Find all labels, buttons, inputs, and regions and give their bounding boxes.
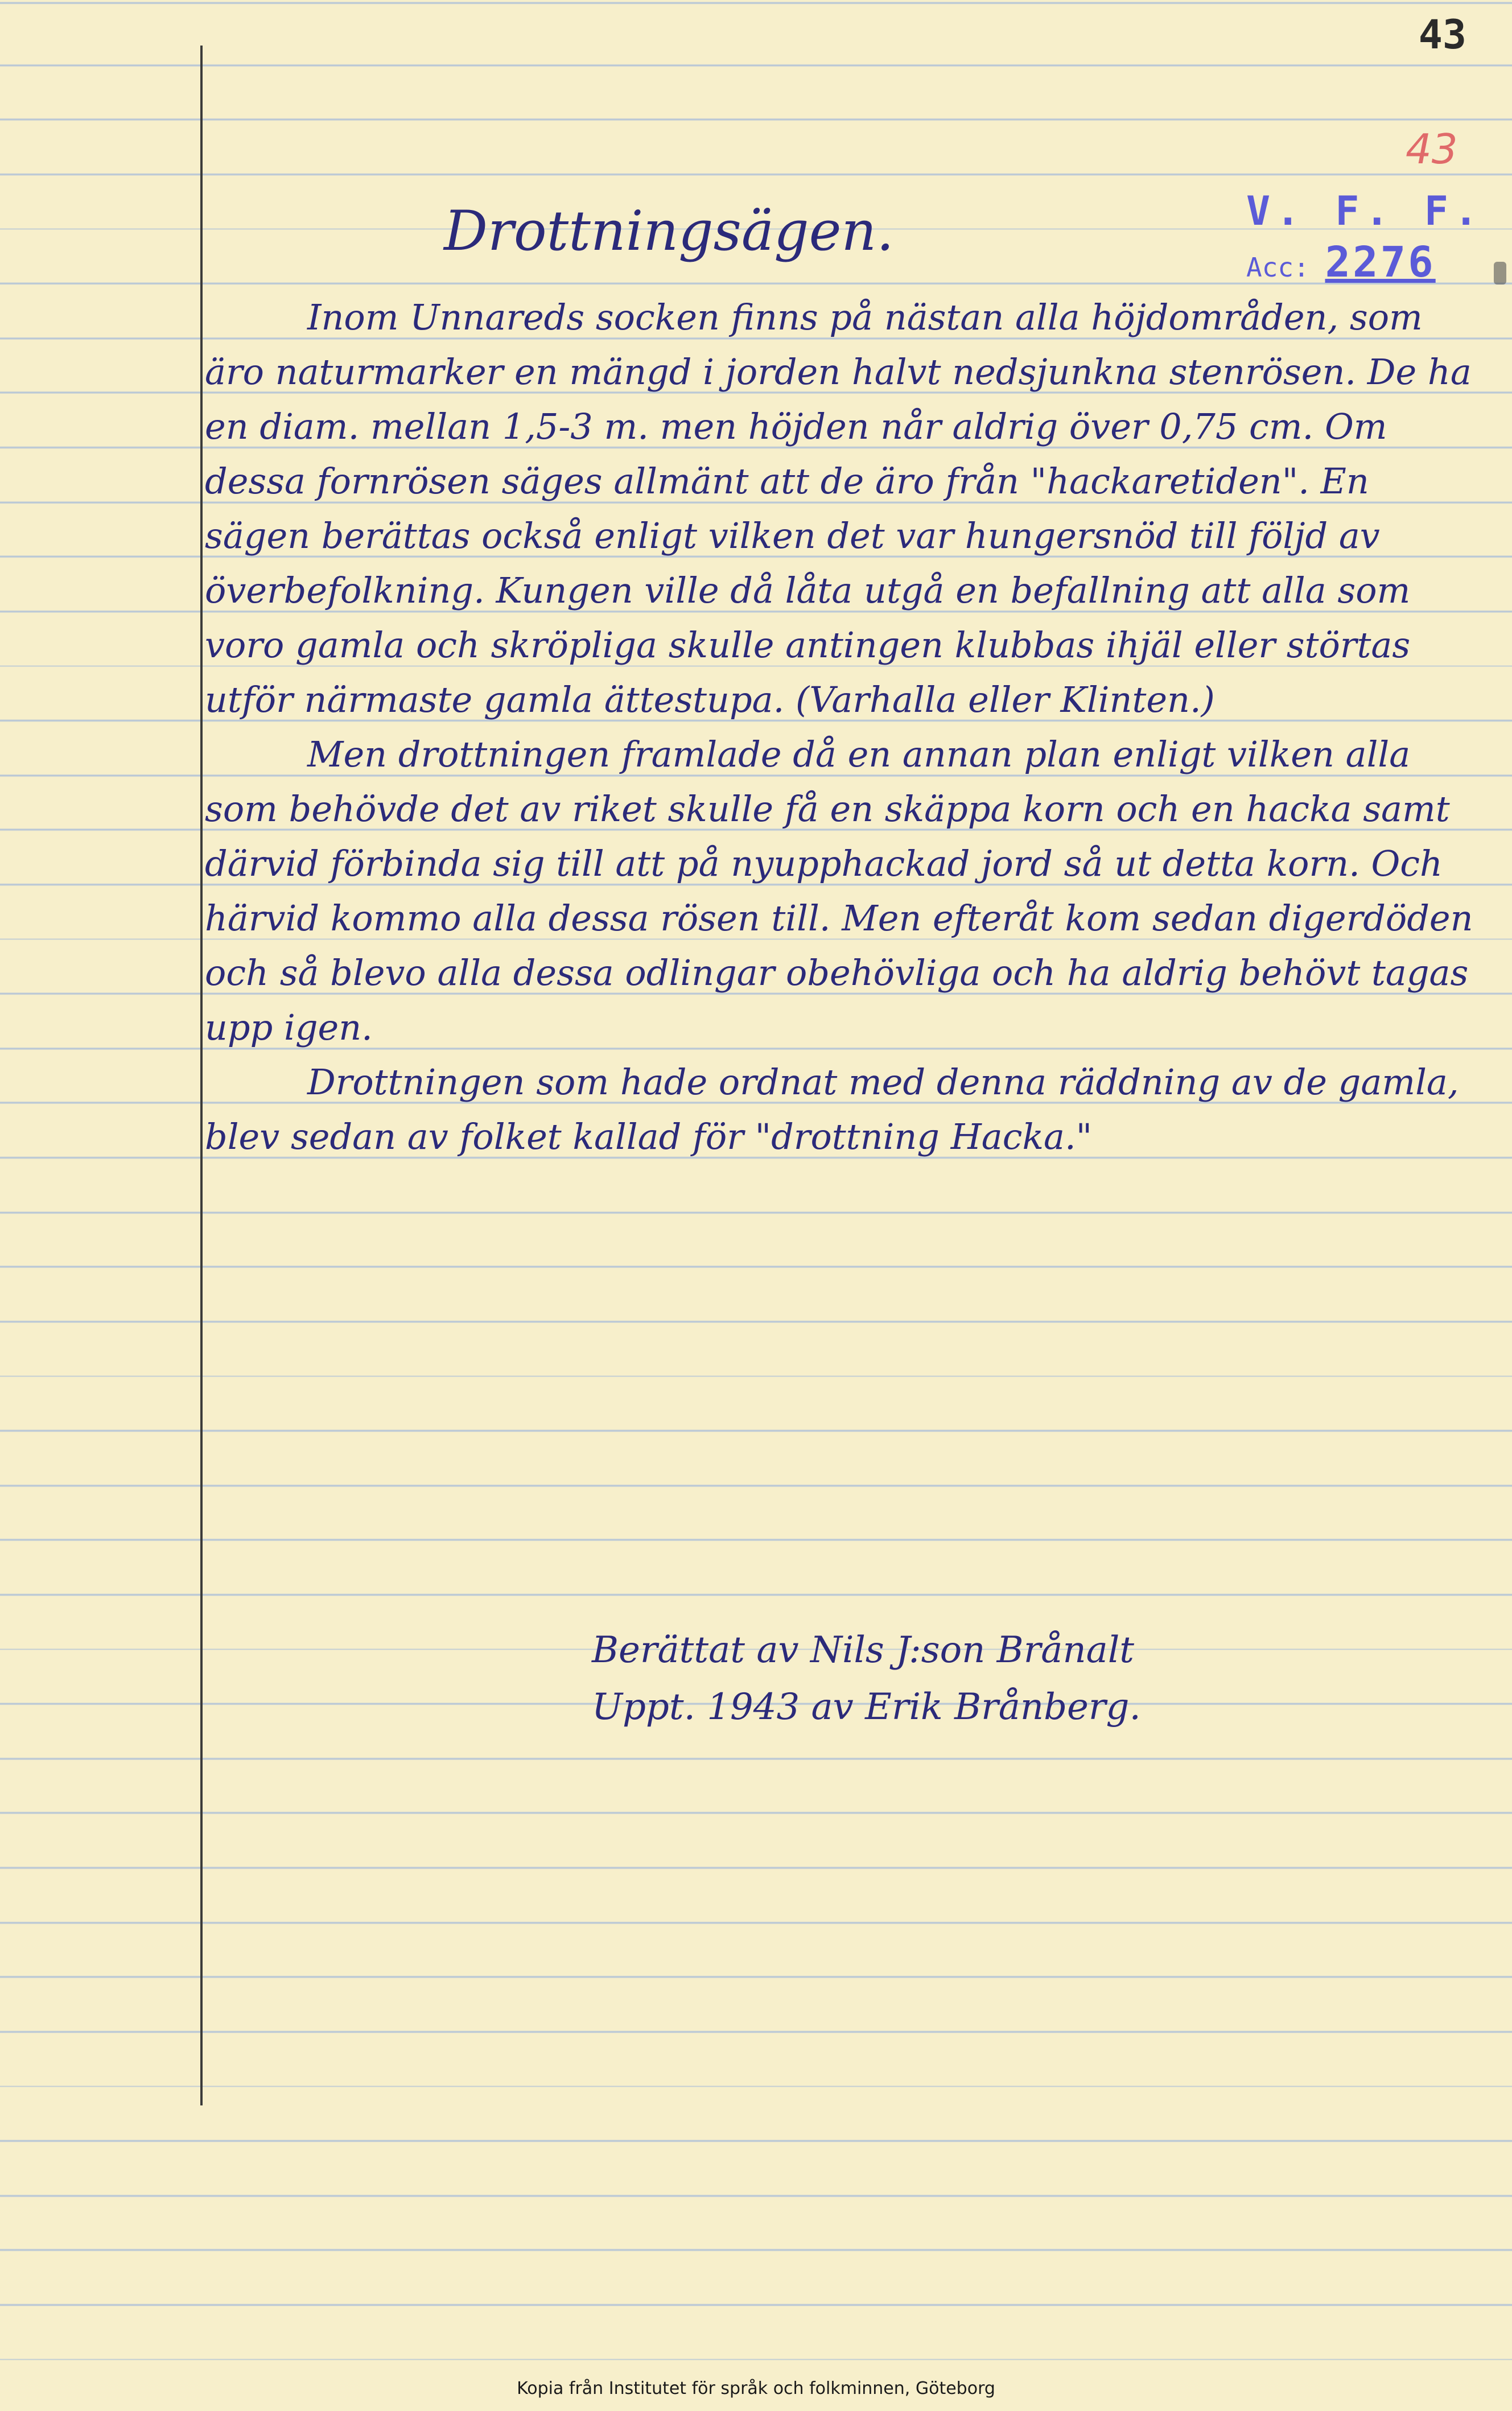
paragraph-1: Inom Unnareds socken finns på nästan alla höjdområden, som äro naturmarker en mängd i jorden halvt nedsjunkna stenrösen. De ha en diam. mellan 1,5-3 m. men höjden når aldrig över 0,75 cm. Om dessa fornrösen säges allmänt att de äro från "hackaretiden". En sägen berättas också enligt vilken det var hungersnöd till följd av överbefolkning. Kungen ville då låta utgå en befallning att alla som voro gamla och skröpliga skulle antingen klubbas ihjäl eller störtas utför närmaste gamla ättestupa. (Varhalla eller Klinten.) bbox=[205, 296, 1472, 720]
archive-stamp bbox=[1246, 188, 1484, 287]
page-title: Drottningsägen. bbox=[444, 199, 894, 263]
paragraph-2: Men drottningen framlade då en annan plan enligt vilken alla som behövde det av riket skulle få en skäppa korn och en hacka samt därvid förbinda sig till att på nyupphackad jord så ut detta korn. Och härvid kommo alla dessa rösen till. Men efteråt kom sedan digerdöden och så blevo alla dessa odlingar obehövliga och ha aldrig behövt tagas upp igen. bbox=[205, 733, 1473, 1048]
signature-narrator: Berättat av Nils J:son Brånalt bbox=[592, 1629, 1134, 1671]
stamp-number: 2276 bbox=[1325, 238, 1436, 287]
margin-line bbox=[200, 46, 203, 2105]
pencil-page-number: 43 bbox=[1406, 125, 1458, 173]
stamp-prefix: Acc: bbox=[1246, 252, 1309, 283]
paragraph-3: Drottningen som hade ordnat med denna räddning av de gamla, blev sedan av folket kallad för "drottning Hacka." bbox=[205, 1061, 1459, 1157]
stamp-line1: V. F. F. bbox=[1246, 188, 1484, 234]
copy-footer: Kopia från Institutet för språk och folkminnen, Göteborg bbox=[517, 2379, 995, 2398]
page-number: 43 bbox=[1418, 11, 1466, 58]
signature-block bbox=[592, 1622, 1141, 1736]
paper-edge-mark bbox=[1494, 262, 1506, 285]
signature-recorder: Uppt. 1943 av Erik Brånberg. bbox=[592, 1686, 1141, 1728]
manuscript-body bbox=[205, 290, 1485, 1164]
stamp-line2 bbox=[1246, 238, 1484, 287]
